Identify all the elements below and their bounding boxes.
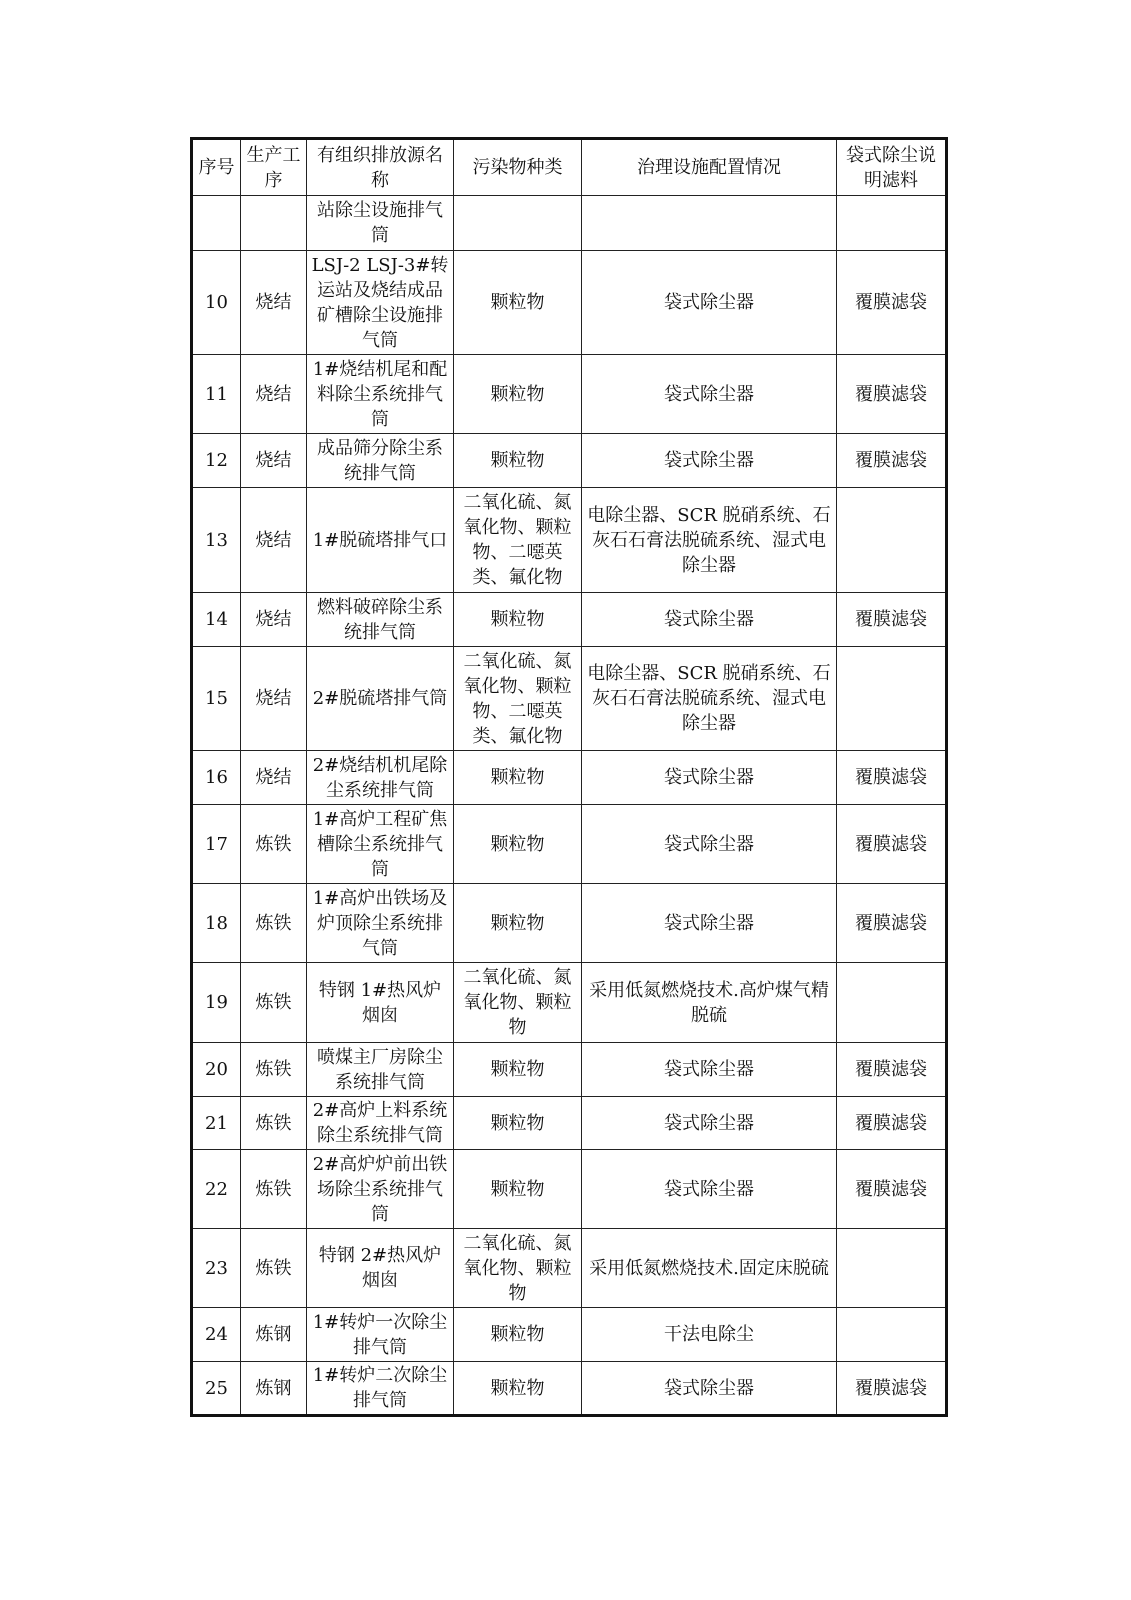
cell-process [241,196,307,251]
cell-filter-material [837,647,947,751]
table-row [192,805,947,884]
cell-treatment: 袋式除尘器 [582,1043,837,1097]
table-row [192,196,947,251]
cell-filter-material [837,1229,947,1308]
header-pollutant: 污染物种类 [454,139,582,196]
cell-process: 炼铁 [241,884,307,963]
cell-filter-material: 覆膜滤袋 [837,1043,947,1097]
cell-pollutant: 颗粒物 [454,805,582,884]
cell-index: 17 [192,805,241,884]
cell-pollutant: 二氧化硫、氮氧化物、颗粒物 [454,1229,582,1308]
cell-process: 烧结 [241,488,307,593]
cell-process: 烧结 [241,434,307,488]
cell-pollutant: 颗粒物 [454,1362,582,1416]
emission-source-table [190,137,948,1417]
cell-filter-material [837,488,947,593]
cell-source-name: 1#高炉工程矿焦槽除尘系统排气筒 [307,805,454,884]
cell-treatment: 袋式除尘器 [582,355,837,434]
table-body [192,196,947,1416]
table-row [192,355,947,434]
cell-source-name: LSJ-2 LSJ-3#转运站及烧结成品矿槽除尘设施排气筒 [307,251,454,355]
cell-filter-material [837,963,947,1043]
cell-treatment: 电除尘器、SCR 脱硝系统、石灰石石膏法脱硫系统、湿式电除尘器 [582,647,837,751]
cell-source-name: 成品筛分除尘系统排气筒 [307,434,454,488]
cell-source-name: 1#转炉一次除尘排气筒 [307,1308,454,1362]
cell-treatment: 干法电除尘 [582,1308,837,1362]
table-row [192,751,947,805]
cell-pollutant: 颗粒物 [454,355,582,434]
cell-treatment: 袋式除尘器 [582,1362,837,1416]
cell-index: 12 [192,434,241,488]
cell-index: 22 [192,1150,241,1229]
table-row [192,1043,947,1097]
table-row [192,884,947,963]
cell-process: 烧结 [241,647,307,751]
cell-source-name: 特钢 1#热风炉烟囱 [307,963,454,1043]
cell-source-name: 特钢 2#热风炉烟囱 [307,1229,454,1308]
cell-pollutant: 颗粒物 [454,1308,582,1362]
cell-process: 炼铁 [241,1043,307,1097]
cell-filter-material: 覆膜滤袋 [837,1097,947,1150]
cell-treatment [582,196,837,251]
cell-treatment: 袋式除尘器 [582,884,837,963]
cell-process: 烧结 [241,355,307,434]
table-row [192,593,947,647]
cell-treatment: 袋式除尘器 [582,751,837,805]
cell-treatment: 袋式除尘器 [582,251,837,355]
cell-index: 21 [192,1097,241,1150]
cell-index: 10 [192,251,241,355]
cell-treatment: 袋式除尘器 [582,434,837,488]
cell-process: 烧结 [241,251,307,355]
cell-filter-material: 覆膜滤袋 [837,884,947,963]
table-row [192,1097,947,1150]
cell-pollutant: 颗粒物 [454,1097,582,1150]
cell-filter-material [837,1308,947,1362]
cell-source-name: 喷煤主厂房除尘系统排气筒 [307,1043,454,1097]
cell-index: 18 [192,884,241,963]
cell-treatment: 袋式除尘器 [582,593,837,647]
cell-source-name: 站除尘设施排气筒 [307,196,454,251]
cell-treatment: 袋式除尘器 [582,1097,837,1150]
cell-source-name: 1#脱硫塔排气口 [307,488,454,593]
cell-pollutant: 二氧化硫、氮氧化物、颗粒物 [454,963,582,1043]
table-header-row [192,139,947,196]
cell-index: 19 [192,963,241,1043]
header-source-name: 有组织排放源名称 [307,139,454,196]
cell-source-name: 1#转炉二次除尘排气筒 [307,1362,454,1416]
cell-treatment: 电除尘器、SCR 脱硝系统、石灰石石膏法脱硫系统、湿式电除尘器 [582,488,837,593]
table-row [192,1362,947,1416]
cell-index [192,196,241,251]
cell-index: 25 [192,1362,241,1416]
cell-treatment: 袋式除尘器 [582,1150,837,1229]
cell-index: 15 [192,647,241,751]
cell-filter-material: 覆膜滤袋 [837,751,947,805]
cell-source-name: 2#烧结机机尾除尘系统排气筒 [307,751,454,805]
header-treatment: 治理设施配置情况 [582,139,837,196]
cell-filter-material [837,196,947,251]
cell-pollutant: 颗粒物 [454,434,582,488]
cell-process: 炼钢 [241,1308,307,1362]
cell-index: 11 [192,355,241,434]
cell-treatment: 袋式除尘器 [582,805,837,884]
table-row [192,434,947,488]
cell-treatment: 采用低氮燃烧技术.固定床脱硫 [582,1229,837,1308]
cell-pollutant: 二氧化硫、氮氧化物、颗粒物、二噁英类、氟化物 [454,647,582,751]
cell-pollutant: 颗粒物 [454,251,582,355]
table-row [192,1150,947,1229]
cell-index: 13 [192,488,241,593]
cell-filter-material: 覆膜滤袋 [837,1362,947,1416]
cell-pollutant: 颗粒物 [454,751,582,805]
table-row [192,1229,947,1308]
cell-source-name: 1#烧结机尾和配料除尘系统排气筒 [307,355,454,434]
table-row [192,1308,947,1362]
table-row [192,488,947,593]
header-index: 序号 [192,139,241,196]
cell-pollutant: 颗粒物 [454,593,582,647]
cell-filter-material: 覆膜滤袋 [837,434,947,488]
cell-process: 烧结 [241,593,307,647]
cell-filter-material: 覆膜滤袋 [837,251,947,355]
cell-index: 16 [192,751,241,805]
cell-filter-material: 覆膜滤袋 [837,1150,947,1229]
cell-filter-material: 覆膜滤袋 [837,593,947,647]
cell-pollutant: 二氧化硫、氮氧化物、颗粒物、二噁英类、氟化物 [454,488,582,593]
cell-pollutant: 颗粒物 [454,884,582,963]
cell-process: 炼钢 [241,1362,307,1416]
cell-index: 24 [192,1308,241,1362]
cell-source-name: 1#高炉出铁场及炉顶除尘系统排气筒 [307,884,454,963]
cell-index: 23 [192,1229,241,1308]
cell-index: 14 [192,593,241,647]
cell-source-name: 2#高炉炉前出铁场除尘系统排气筒 [307,1150,454,1229]
table-row [192,647,947,751]
cell-pollutant: 颗粒物 [454,1043,582,1097]
cell-pollutant [454,196,582,251]
cell-process: 炼铁 [241,1150,307,1229]
cell-source-name: 2#脱硫塔排气筒 [307,647,454,751]
cell-pollutant: 颗粒物 [454,1150,582,1229]
cell-process: 烧结 [241,751,307,805]
cell-filter-material: 覆膜滤袋 [837,355,947,434]
table-row [192,963,947,1043]
cell-process: 炼铁 [241,1097,307,1150]
cell-process: 炼铁 [241,963,307,1043]
header-process: 生产工序 [241,139,307,196]
cell-process: 炼铁 [241,1229,307,1308]
cell-index: 20 [192,1043,241,1097]
cell-source-name: 燃料破碎除尘系统排气筒 [307,593,454,647]
table-row [192,251,947,355]
cell-source-name: 2#高炉上料系统除尘系统排气筒 [307,1097,454,1150]
cell-process: 炼铁 [241,805,307,884]
cell-treatment: 采用低氮燃烧技术.高炉煤气精脱硫 [582,963,837,1043]
cell-filter-material: 覆膜滤袋 [837,805,947,884]
header-filter-material: 袋式除尘说明滤料 [837,139,947,196]
